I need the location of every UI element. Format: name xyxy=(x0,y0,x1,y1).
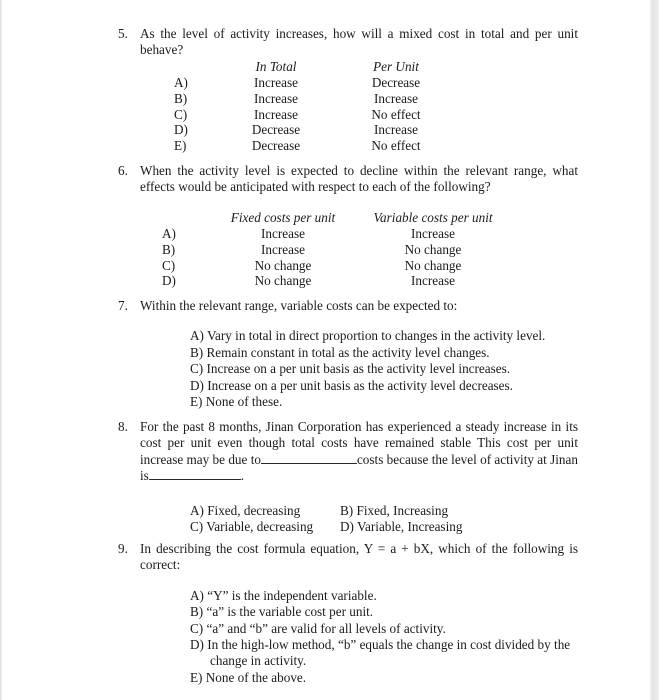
option-variable-costs: Increase xyxy=(411,226,455,242)
option-in-total: Increase xyxy=(254,106,298,122)
table-header-fixed-costs-per-unit: Fixed costs per unit xyxy=(230,209,336,225)
option-letter: C) xyxy=(174,106,188,122)
question-6-stem: When the activity level is expected to decline within the relevant range, what effects would be anticipated with respect to each of the following? xyxy=(140,163,578,195)
table-row[interactable] xyxy=(140,242,508,258)
answer-option-b[interactable]: B) Fixed, Increasing xyxy=(340,502,449,518)
table-row[interactable] xyxy=(140,91,456,107)
answer-option-a[interactable]: A) Vary in total in direct proportion to changes in the activity level. xyxy=(190,328,546,344)
answer-option-a[interactable]: A) “Y” is the independent variable. xyxy=(190,587,377,603)
option-letter: B) xyxy=(174,91,188,106)
option-fixed-costs: No change xyxy=(254,257,312,273)
question-6-header xyxy=(118,163,578,196)
option-per-unit: No effect xyxy=(371,106,421,122)
question-6-options-table xyxy=(140,210,508,289)
option-per-unit: Increase xyxy=(374,122,418,138)
question-7-header xyxy=(118,298,578,314)
table-row[interactable] xyxy=(140,226,508,242)
question-7-number: 7. xyxy=(118,298,128,313)
question-8-stem xyxy=(140,419,578,485)
option-in-total: Increase xyxy=(254,91,298,106)
question-6-spacer xyxy=(118,196,578,210)
question-8-stem-part1: For the past 8 months, Jinan Corporation has experienced a steady increase in its cost per unit even though total costs have remained stable This cost per unit increase may be due to xyxy=(140,419,578,467)
table-header-per-unit: Per Unit xyxy=(373,58,419,74)
option-letter: C) xyxy=(162,257,176,273)
answer-option-c[interactable]: C) Increase on a per unit basis as the activity level increases. xyxy=(190,361,511,377)
option-in-total: Decrease xyxy=(251,122,301,138)
question-9 xyxy=(118,541,578,686)
question-6-number: 6. xyxy=(118,163,128,178)
answer-option-e[interactable]: E) None of these. xyxy=(190,394,283,410)
option-in-total: Increase xyxy=(254,75,298,91)
question-9-number: 9. xyxy=(118,541,128,556)
table-row[interactable] xyxy=(140,273,508,289)
question-9-header xyxy=(118,541,578,574)
answer-option-a[interactable]: A) Fixed, decreasing xyxy=(190,502,301,518)
table-header-blank xyxy=(140,210,208,227)
option-fixed-costs: Increase xyxy=(261,242,305,257)
option-fixed-costs: Increase xyxy=(261,226,305,242)
question-8-answers xyxy=(190,503,578,537)
table-header-row xyxy=(140,210,508,227)
option-variable-costs: Increase xyxy=(411,273,455,289)
option-letter: D) xyxy=(174,122,188,138)
table-row[interactable] xyxy=(140,107,456,123)
answer-option-d[interactable]: D) Variable, Increasing xyxy=(340,519,463,535)
question-5-number: 5. xyxy=(118,26,128,41)
table-row[interactable] xyxy=(140,258,508,274)
option-variable-costs: No change xyxy=(404,257,462,273)
option-letter: E) xyxy=(174,137,187,153)
option-per-unit: Increase xyxy=(374,91,418,106)
option-letter: D) xyxy=(162,273,176,289)
question-9-stem: In describing the cost formula equation, Y = a + bX, which of the following is correct: xyxy=(140,541,578,573)
question-7-answers xyxy=(190,328,578,410)
answer-option-e[interactable]: E) None of the above. xyxy=(190,669,307,685)
question-8-stem-part2: costs because the level of activity at Jinan is xyxy=(140,451,578,484)
question-7-stem: Within the relevant range, variable costs can be expected to: xyxy=(140,298,458,313)
table-row[interactable] xyxy=(140,138,456,154)
table-header-in-total: In Total xyxy=(255,58,297,74)
option-letter: A) xyxy=(162,226,176,242)
question-5-stem: As the level of activity increases, how will a mixed cost in total and per unit behave? xyxy=(140,26,578,58)
table-row[interactable] xyxy=(140,122,456,138)
question-5-header xyxy=(118,26,578,59)
fill-in-blank-1[interactable] xyxy=(261,463,357,464)
answer-option-c[interactable]: C) “a” and “b” are valid for all levels of activity. xyxy=(190,620,446,636)
option-fixed-costs: No change xyxy=(254,273,312,289)
page-left-edge-shadow xyxy=(0,0,3,700)
option-in-total: Decrease xyxy=(251,137,301,153)
table-header-row xyxy=(140,59,456,76)
option-per-unit: Decrease xyxy=(371,75,421,91)
table-header-variable-costs-per-unit: Variable costs per unit xyxy=(373,209,493,225)
question-7 xyxy=(118,298,578,410)
option-per-unit: No effect xyxy=(371,137,421,153)
option-letter: B) xyxy=(162,242,176,257)
question-8-stem-part3: . xyxy=(240,468,245,484)
answer-option-d[interactable]: D) In the high-low method, “b” equals the change in cost divided by the change in activity. xyxy=(190,637,571,669)
question-8-header xyxy=(118,419,578,485)
page-right-edge-shadow xyxy=(649,0,659,700)
fill-in-blank-2[interactable] xyxy=(149,479,241,480)
answer-option-d[interactable]: D) Increase on a per unit basis as the activity level decreases. xyxy=(190,377,513,393)
question-9-answers xyxy=(190,588,578,686)
question-5 xyxy=(118,26,578,153)
option-letter: A) xyxy=(174,75,188,91)
table-header-blank xyxy=(140,59,216,76)
question-8-number: 8. xyxy=(118,419,128,434)
option-variable-costs: No change xyxy=(404,242,462,257)
question-8 xyxy=(118,419,578,536)
table-row[interactable] xyxy=(140,75,456,91)
question-6 xyxy=(118,163,578,289)
question-5-options-table xyxy=(140,59,456,154)
answer-option-b[interactable]: B) “a” is the variable cost per unit. xyxy=(190,604,374,620)
answer-option-c[interactable]: C) Variable, decreasing xyxy=(190,519,314,535)
answer-option-b[interactable]: B) Remain constant in total as the activity level changes. xyxy=(190,344,490,360)
